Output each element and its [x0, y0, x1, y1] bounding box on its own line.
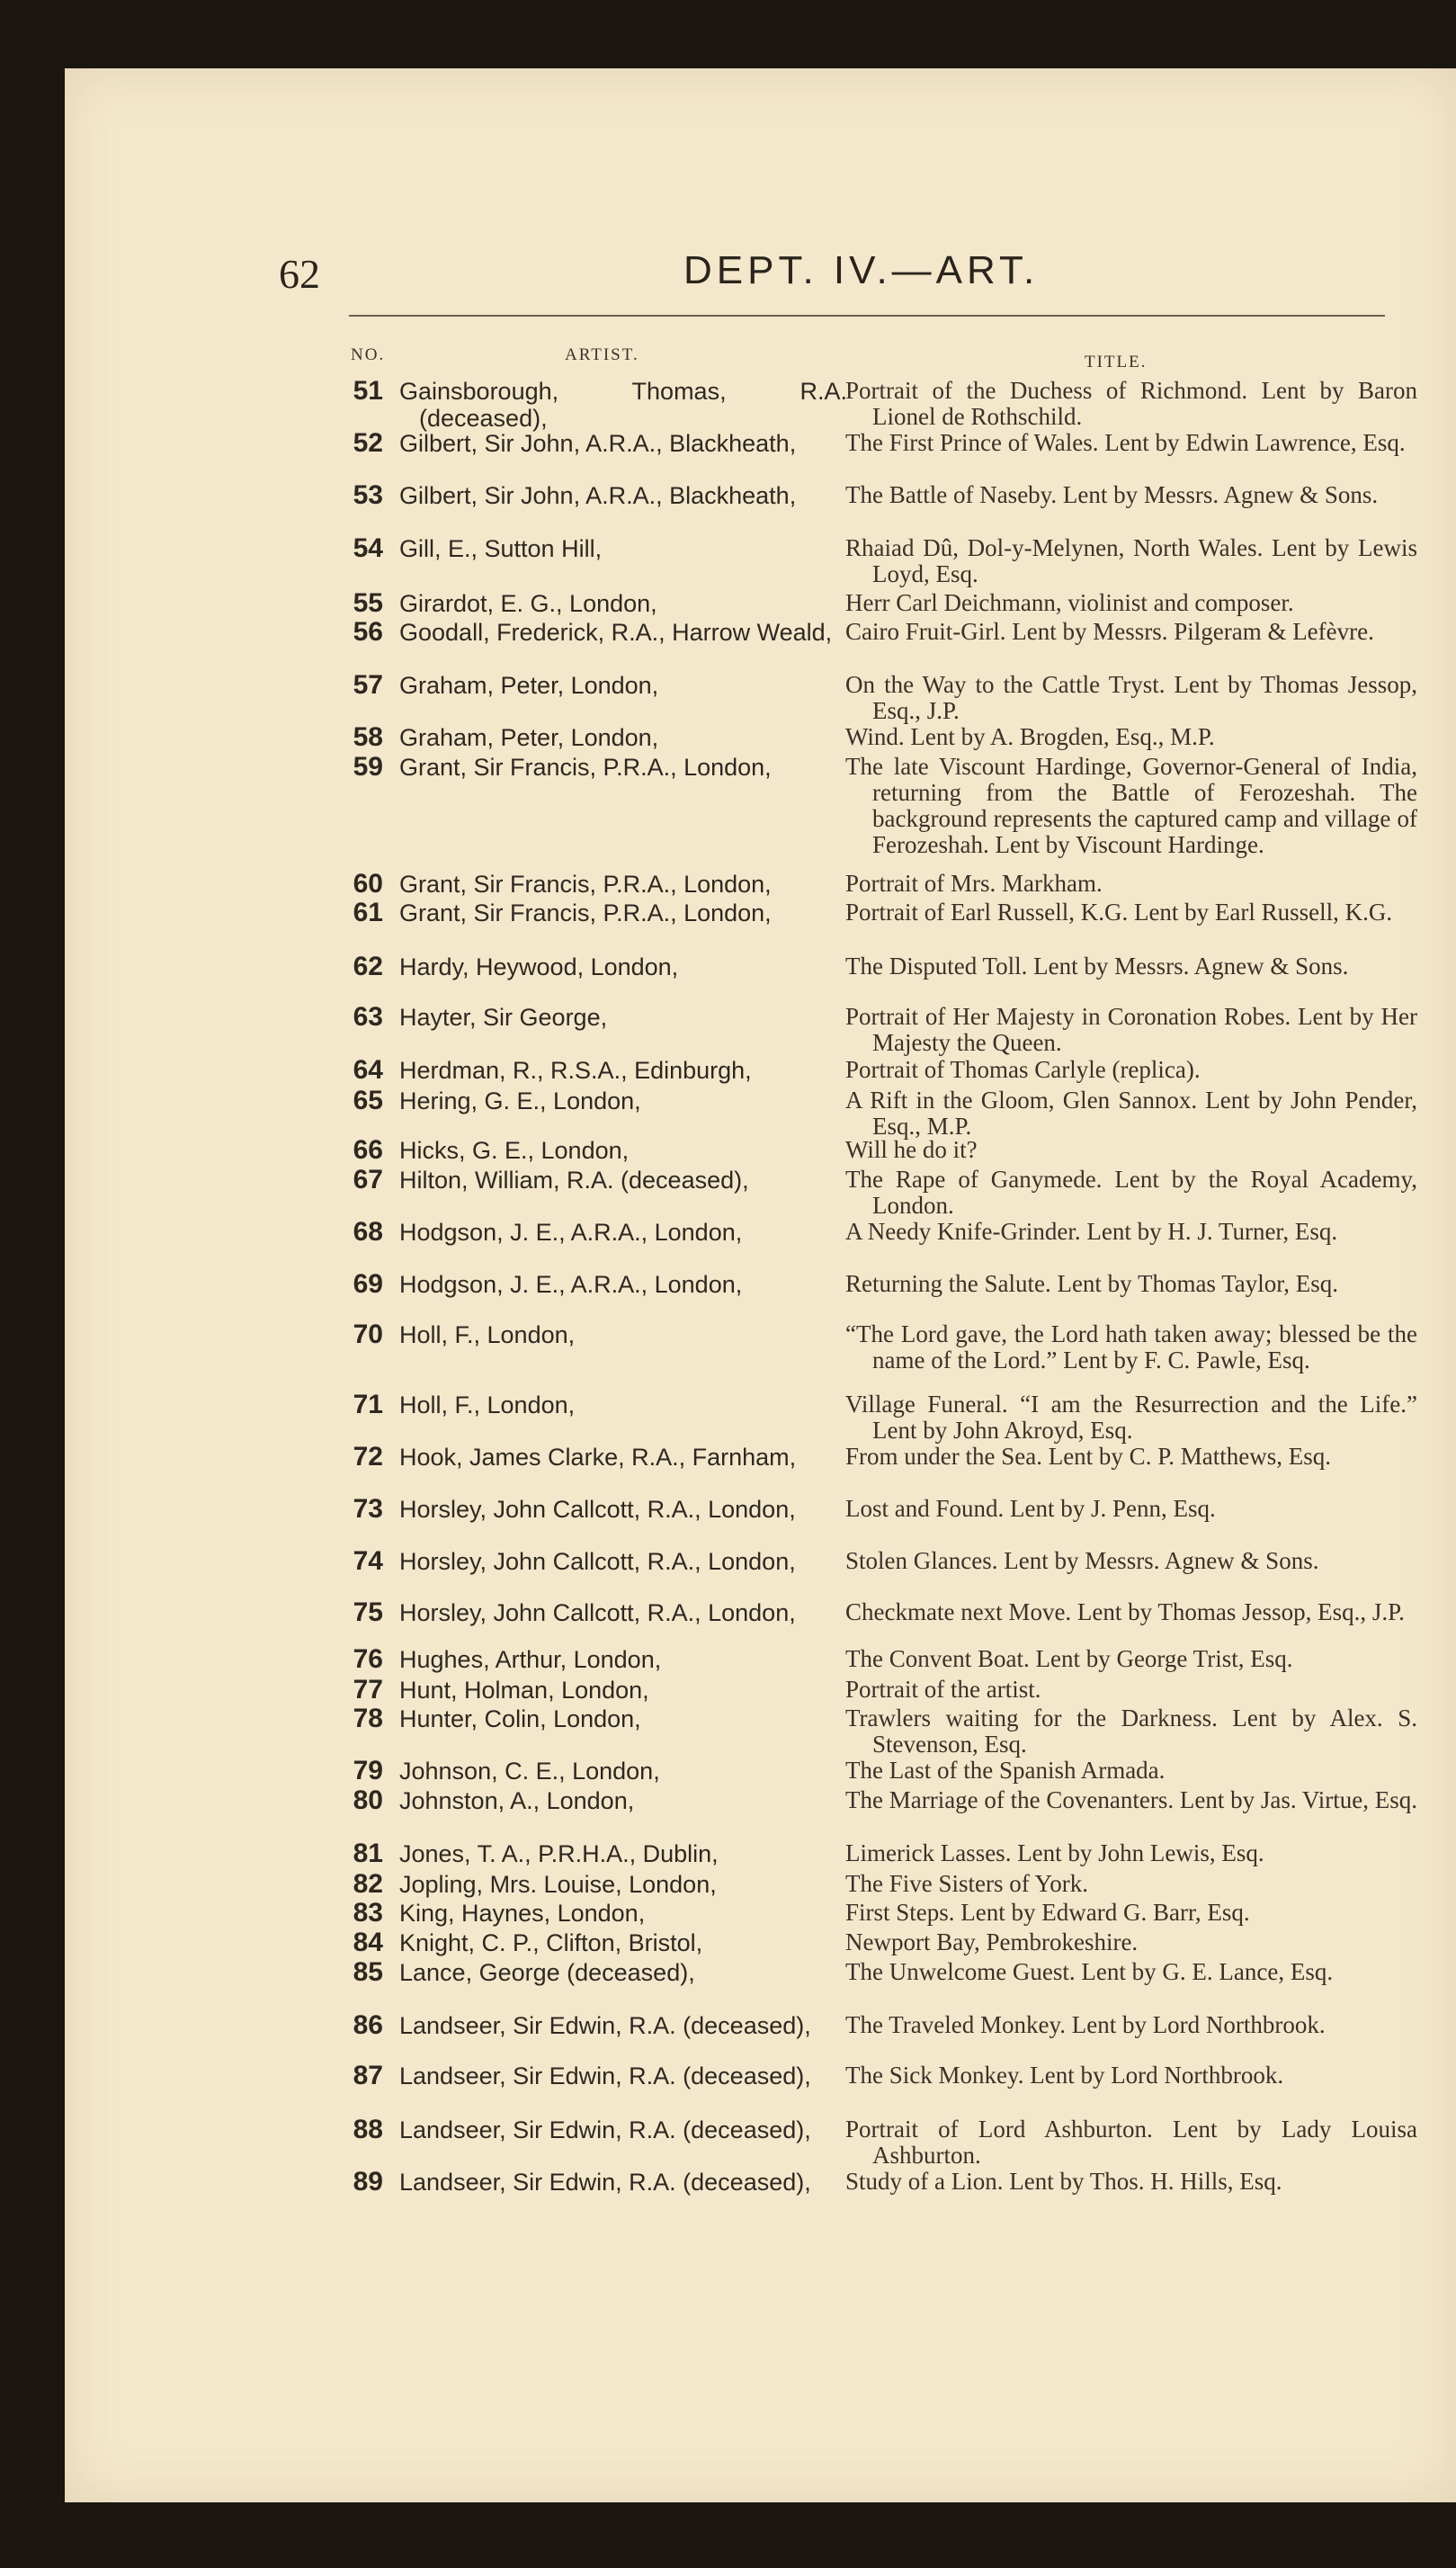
entry-title: Portrait of Mrs. Markham. [845, 870, 1103, 897]
column-header-title: TITLE. [1085, 353, 1148, 371]
entry-title: The Disputed Toll. Lent by Messrs. Agnew & Sons. [845, 953, 1349, 980]
entry-number: 52 [353, 428, 383, 458]
entry-title: Stolen Glances. Lent by Messrs. Agnew & Sons. [845, 1547, 1319, 1574]
entry-title: Returning the Salute. Lent by Thomas Taylor, Esq. [845, 1270, 1338, 1297]
entry-number: 66 [353, 1135, 383, 1165]
entry-number: 86 [353, 2010, 383, 2040]
entry-title: The late Viscount Hardinge, Governor-General of India, returning from the Battle of Ferozeshah. The background represents the captured camp and village of Ferozeshah. Lent by Viscount Hardinge. [845, 753, 1417, 858]
entry-title: A Needy Knife-Grinder. Lent by H. J. Turner, Esq. [845, 1218, 1338, 1245]
entry-number: 68 [353, 1217, 383, 1247]
entry-number: 85 [353, 1957, 383, 1987]
entry-artist: Gilbert, Sir John, A.R.A., Blackheath, [399, 430, 797, 457]
page-title: DEPT. IV.—ART. [683, 248, 1040, 292]
entry-title: The Five Sisters of York. [845, 1870, 1089, 1897]
entry-artist: Graham, Peter, London, [399, 672, 659, 699]
entry-artist: Hardy, Heywood, London, [399, 953, 679, 980]
entry-artist: Landseer, Sir Edwin, R.A. (deceased), [399, 2169, 811, 2196]
entry-title: Cairo Fruit-Girl. Lent by Messrs. Pilgeram & Lefèvre. [845, 618, 1374, 645]
entry-number: 60 [353, 869, 383, 899]
entry-number: 61 [353, 898, 383, 927]
entry-title: A Rift in the Gloom, Glen Sannox. Lent by John Pender, Esq., M.P. [845, 1087, 1417, 1140]
entry-number: 69 [353, 1269, 383, 1299]
entry-number: 87 [353, 2061, 383, 2090]
entry-artist: Graham, Peter, London, [399, 724, 659, 751]
entry-title: Herr Carl Deichmann, violinist and composer. [845, 589, 1294, 616]
entry-number: 54 [353, 533, 383, 563]
entry-artist: Hodgson, J. E., A.R.A., London, [399, 1219, 743, 1246]
entry-title: Wind. Lent by A. Brogden, Esq., M.P. [845, 723, 1215, 750]
entry-number: 88 [353, 2115, 383, 2144]
entry-number: 84 [353, 1928, 383, 1957]
entry-artist: Knight, C. P., Clifton, Bristol, [399, 1929, 703, 1956]
entry-artist: Grant, Sir Francis, P.R.A., London, [399, 899, 772, 926]
entry-number: 63 [353, 1002, 383, 1032]
entry-title: Will he do it? [845, 1136, 978, 1163]
entry-number: 67 [353, 1165, 383, 1195]
entry-title: Portrait of Her Majesty in Coronation Robes. Lent by Her Majesty the Queen. [845, 1003, 1417, 1056]
entry-artist: Holl, F., London, [399, 1321, 576, 1348]
page-number: 62 [279, 251, 320, 297]
entry-title: Village Funeral. “I am the Resurrection and the Life.” Lent by John Akroyd, Esq. [845, 1391, 1417, 1444]
entry-number: 58 [353, 722, 383, 752]
entry-number: 73 [353, 1494, 383, 1524]
column-header-no: NO. [351, 345, 386, 364]
entry-title: Trawlers waiting for the Darkness. Lent by Alex. S. Stevenson, Esq. [845, 1705, 1417, 1758]
entry-artist: Hodgson, J. E., A.R.A., London, [399, 1271, 743, 1298]
entry-artist: Gill, E., Sutton Hill, [399, 535, 603, 562]
entry-artist: Hunter, Colin, London, [399, 1705, 641, 1732]
entry-title: The Convent Boat. Lent by George Trist, Esq. [845, 1645, 1293, 1672]
entry-artist: Lance, George (deceased), [399, 1959, 695, 1986]
entry-artist: Horsley, John Callcott, R.A., London, [399, 1496, 796, 1523]
entry-artist: Holl, F., London, [399, 1391, 576, 1418]
entry-artist: Horsley, John Callcott, R.A., London, [399, 1548, 796, 1575]
entry-title: Portrait of the Duchess of Richmond. Lent by Baron Lionel de Rothschild. [845, 377, 1417, 430]
entry-number: 72 [353, 1442, 383, 1472]
entry-title: Portrait of Thomas Carlyle (replica). [845, 1056, 1201, 1083]
entry-number: 65 [353, 1086, 383, 1115]
entry-artist: Jones, T. A., P.R.H.A., Dublin, [399, 1840, 719, 1867]
entry-number: 77 [353, 1675, 383, 1705]
entry-number: 78 [353, 1704, 383, 1733]
entry-title: Portrait of Lord Ashburton. Lent by Lady Louisa Ashburton. [845, 2116, 1417, 2169]
entry-artist: Grant, Sir Francis, P.R.A., London, [399, 754, 772, 781]
entry-number: 76 [353, 1644, 383, 1674]
entry-number: 51 [353, 376, 383, 406]
entry-artist: Hughes, Arthur, London, [399, 1646, 662, 1673]
entry-title: On the Way to the Cattle Tryst. Lent by Thomas Jessop, Esq., J.P. [845, 671, 1417, 724]
entry-number: 89 [353, 2167, 383, 2197]
entry-title: Portrait of the artist. [845, 1676, 1041, 1703]
entry-title: The Sick Monkey. Lent by Lord Northbrook. [845, 2062, 1284, 2089]
entry-number: 79 [353, 1756, 383, 1785]
entry-title: Checkmate next Move. Lent by Thomas Jessop, Esq., J.P. [845, 1598, 1405, 1625]
entry-title: The Rape of Ganymede. Lent by the Royal Academy, London. [845, 1166, 1417, 1219]
entry-title: The Marriage of the Covenanters. Lent by Jas. Virtue, Esq. [845, 1786, 1417, 1813]
entry-number: 83 [353, 1898, 383, 1928]
entry-artist: Grant, Sir Francis, P.R.A., London, [399, 871, 772, 898]
entry-title: The Traveled Monkey. Lent by Lord Northbrook. [845, 2011, 1326, 2038]
entry-artist: Gilbert, Sir John, A.R.A., Blackheath, [399, 482, 797, 509]
entry-title: Study of a Lion. Lent by Thos. H. Hills, Esq. [845, 2168, 1282, 2195]
entry-number: 53 [353, 480, 383, 510]
entry-title: First Steps. Lent by Edward G. Barr, Esq. [845, 1899, 1250, 1926]
entry-number: 74 [353, 1546, 383, 1576]
entry-title: The Unwelcome Guest. Lent by G. E. Lance, Esq. [845, 1958, 1334, 1985]
entry-artist: Goodall, Frederick, R.A., Harrow Weald, [399, 619, 833, 646]
entry-artist: Hunt, Holman, London, [399, 1677, 649, 1704]
entry-number: 80 [353, 1785, 383, 1815]
entry-number: 59 [353, 752, 383, 782]
entry-artist: Landseer, Sir Edwin, R.A. (deceased), [399, 2012, 811, 2039]
entry-artist: Girardot, E. G., London, [399, 590, 657, 617]
entry-number: 75 [353, 1597, 383, 1627]
entry-number: 71 [353, 1390, 383, 1419]
entry-artist: Hilton, William, R.A. (deceased), [399, 1167, 749, 1194]
entry-artist: Hayter, Sir George, [399, 1004, 608, 1031]
header-rule [349, 315, 1385, 317]
entry-title: From under the Sea. Lent by C. P. Matthews, Esq. [845, 1443, 1331, 1470]
entry-number: 64 [353, 1055, 383, 1085]
entry-artist: King, Haynes, London, [399, 1900, 646, 1927]
entry-title: Rhaiad Dû, Dol-y-Melynen, North Wales. Lent by Lewis Loyd, Esq. [845, 534, 1417, 587]
entry-artist: Herdman, R., R.S.A., Edinburgh, [399, 1057, 752, 1084]
entry-artist: Hook, James Clarke, R.A., Farnham, [399, 1444, 797, 1471]
entry-title: Limerick Lasses. Lent by John Lewis, Esq. [845, 1839, 1264, 1866]
entry-number: 56 [353, 617, 383, 647]
entry-artist: Jopling, Mrs. Louise, London, [399, 1871, 717, 1898]
entry-artist: Johnson, C. E., London, [399, 1758, 660, 1785]
entry-artist: Landseer, Sir Edwin, R.A. (deceased), [399, 2062, 811, 2089]
entry-number: 57 [353, 670, 383, 700]
entry-title: Portrait of Earl Russell, K.G. Lent by Earl Russell, K.G. [845, 899, 1393, 926]
entry-number: 62 [353, 952, 383, 981]
entry-number: 70 [353, 1320, 383, 1349]
column-header-artist: ARTIST. [565, 345, 639, 364]
entry-artist: Gainsborough, Thomas, R.A. (deceased), [399, 378, 847, 432]
entry-title: “The Lord gave, the Lord hath taken away; blessed be the name of the Lord.” Lent by F. C. Pawle, Esq. [845, 1320, 1417, 1373]
entry-artist: Hering, G. E., London, [399, 1087, 641, 1114]
entry-title: The Battle of Naseby. Lent by Messrs. Agnew & Sons. [845, 481, 1379, 508]
entry-number: 82 [353, 1869, 383, 1899]
entry-title: The First Prince of Wales. Lent by Edwin Lawrence, Esq. [845, 429, 1406, 456]
entry-artist: Horsley, John Callcott, R.A., London, [399, 1599, 796, 1626]
entry-number: 81 [353, 1839, 383, 1868]
entry-artist: Landseer, Sir Edwin, R.A. (deceased), [399, 2116, 811, 2143]
entry-title: Lost and Found. Lent by J. Penn, Esq. [845, 1495, 1216, 1522]
entry-artist: Hicks, G. E., London, [399, 1137, 630, 1164]
entry-title: The Last of the Spanish Armada. [845, 1757, 1166, 1784]
entry-artist: Johnston, A., London, [399, 1787, 635, 1814]
entry-number: 55 [353, 588, 383, 618]
entry-title: Newport Bay, Pembrokeshire. [845, 1928, 1139, 1955]
